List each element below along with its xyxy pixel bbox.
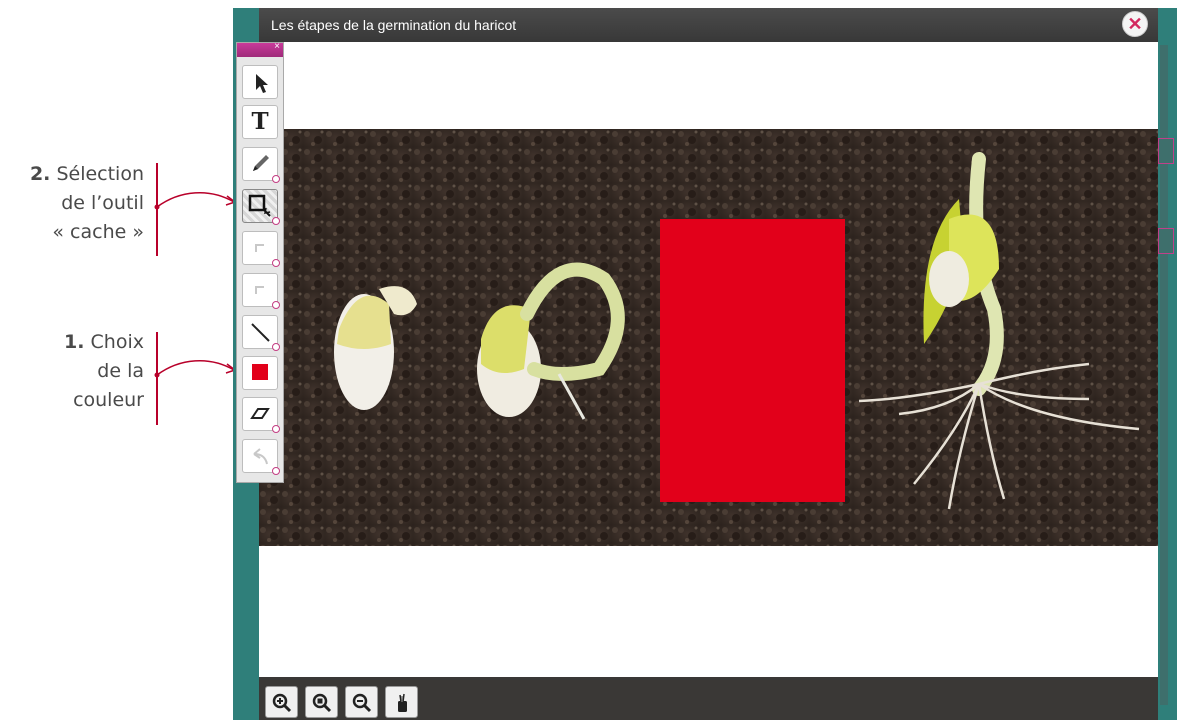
red-mask-rectangle[interactable] [660, 219, 845, 502]
tools-button[interactable] [385, 686, 418, 718]
shape-tool-icon [243, 232, 277, 264]
tool-options-dot [272, 259, 280, 267]
annotation-number: 2. [29, 163, 51, 185]
tool-options-dot [272, 343, 280, 351]
tool-line[interactable] [242, 315, 278, 349]
tool-text[interactable] [242, 105, 278, 139]
zoom-in-icon [272, 693, 292, 713]
zoom-fit-icon [312, 693, 332, 713]
annotation-arrow [150, 356, 240, 386]
tool-undo[interactable] [242, 439, 278, 473]
bottom-toolbar [259, 677, 1158, 720]
zoom-fit-button[interactable] [305, 686, 338, 718]
tool-shape[interactable] [242, 231, 278, 265]
viewer-window [259, 8, 1158, 720]
pen-holder-icon [392, 693, 412, 713]
germination-photo [259, 129, 1158, 546]
tool-options-dot [272, 467, 280, 475]
tool-options-dot [272, 175, 280, 183]
pencil-icon [243, 148, 277, 180]
pointer-icon [243, 66, 277, 98]
annotation-number: 1. [64, 331, 85, 353]
zoom-out-button[interactable] [345, 686, 378, 718]
annotation-color-choice [64, 328, 144, 415]
frame-side-handle[interactable] [1158, 228, 1174, 254]
tool-palette [236, 42, 284, 483]
annotation-line: de la [97, 360, 144, 382]
annotation-line: couleur [73, 389, 144, 411]
palette-header[interactable] [237, 43, 283, 57]
frame-left-strip [238, 480, 248, 700]
soil-image [259, 129, 1158, 546]
tool-options-dot [272, 425, 280, 433]
undo-icon [243, 440, 277, 472]
tool-options-dot [272, 217, 280, 225]
tool-color[interactable] [242, 356, 278, 390]
color-swatch-icon [243, 357, 277, 389]
line-tool-icon [243, 316, 277, 348]
tool-mask[interactable] [242, 189, 278, 223]
tool-options-dot [272, 301, 280, 309]
close-button[interactable]: ✕ [1122, 11, 1148, 37]
annotation-line: de l’outil [61, 192, 144, 214]
annotation-line: « cache » [52, 221, 144, 243]
zoom-in-button[interactable] [265, 686, 298, 718]
text-tool-icon: T [251, 108, 269, 135]
annotation-mask-tool [30, 160, 144, 247]
annotation-line: Sélection [56, 163, 144, 185]
palette-close-button[interactable]: × [274, 41, 280, 52]
mask-tool-icon [243, 190, 277, 222]
tool-eraser[interactable] [242, 397, 278, 431]
annotation-line: Choix [90, 331, 144, 353]
zoom-out-icon [352, 693, 372, 713]
annotation-arrow [150, 188, 240, 218]
frame-side-handle[interactable] [1158, 138, 1174, 164]
tool-pointer[interactable] [242, 65, 278, 99]
window-title: Les étapes de la germination du haricot [271, 17, 517, 33]
eraser-icon [243, 398, 277, 430]
title-bar[interactable] [259, 8, 1158, 42]
shape-tool-2-icon [243, 274, 277, 306]
tool-pencil[interactable] [242, 147, 278, 181]
tool-shape-2[interactable] [242, 273, 278, 307]
